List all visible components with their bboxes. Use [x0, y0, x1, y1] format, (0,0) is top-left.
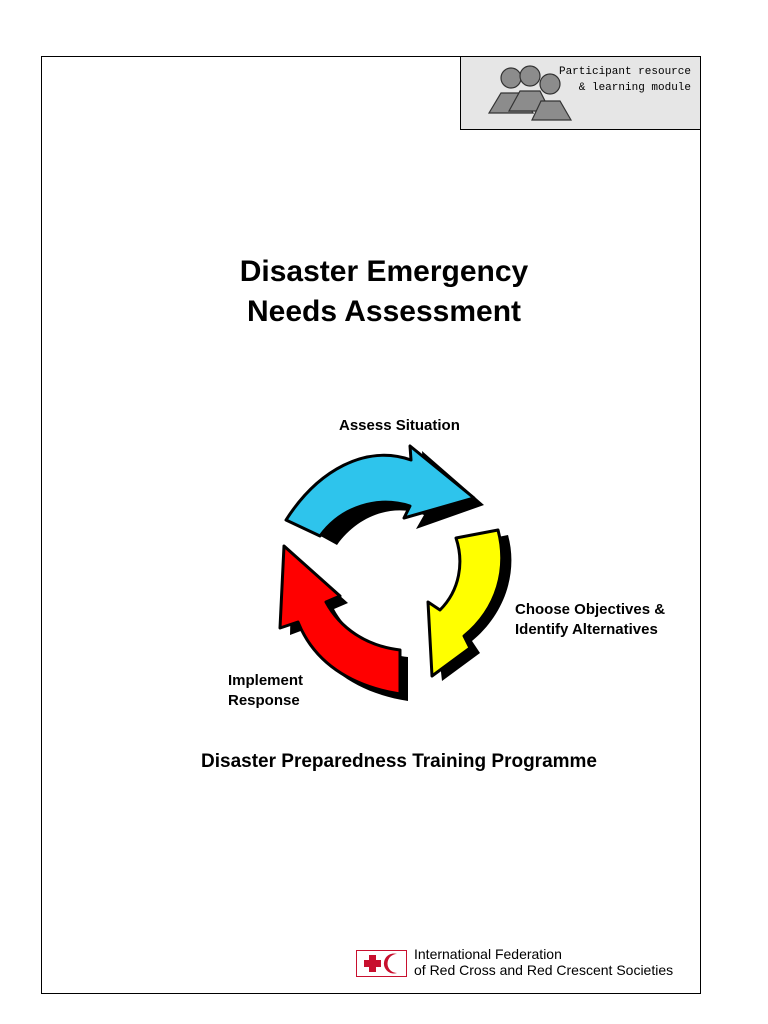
red-cross-crescent-icon	[357, 951, 406, 976]
implement-response-line2: Response	[228, 692, 300, 709]
document-title	[0, 252, 768, 332]
implement-response-label	[228, 671, 303, 711]
assess-arrow-icon	[286, 446, 484, 545]
participant-resource-box	[460, 56, 701, 130]
organization-name-line2: of Red Cross and Red Crescent Societies	[414, 962, 674, 978]
implement-response-line1: Implement	[228, 672, 304, 689]
assessment-cycle-diagram	[258, 440, 528, 705]
organization-name-line1: International Federation	[414, 946, 562, 962]
participant-resource-line2: & learning module	[578, 82, 691, 94]
assess-situation-label: Assess Situation	[339, 417, 460, 434]
document-title-line2: Needs Assessment	[246, 295, 522, 328]
document-title-line1: Disaster Emergency	[239, 255, 529, 288]
programme-title: Disaster Preparedness Training Programme	[201, 751, 597, 772]
participant-resource-text	[559, 64, 691, 96]
choose-objectives-label	[515, 600, 665, 640]
organization-name	[414, 946, 673, 978]
red-cross-red-crescent-logo	[356, 950, 407, 977]
choose-arrow-icon	[428, 530, 511, 681]
choose-objectives-line1: Choose Objectives &	[515, 601, 666, 618]
choose-objectives-line2: Identify Alternatives	[515, 621, 658, 638]
participant-resource-line1: Participant resource	[558, 66, 691, 78]
